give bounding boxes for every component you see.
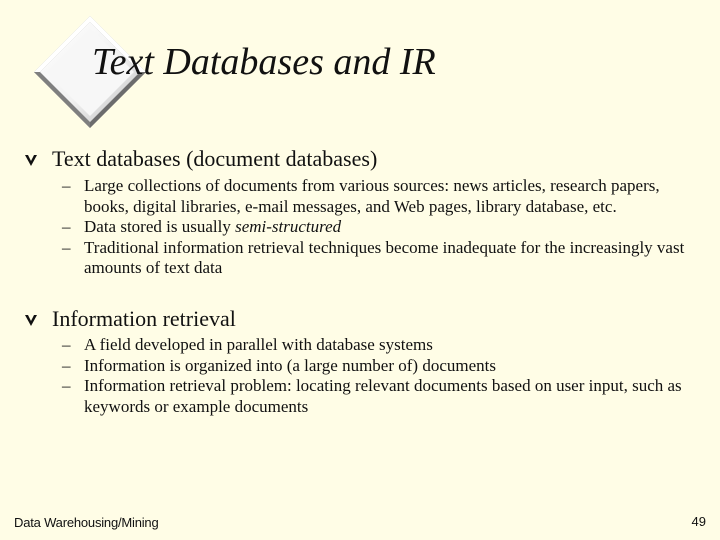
dash-marker: – xyxy=(62,355,71,375)
sub-item xyxy=(62,356,692,377)
sub-item-text: Large collections of documents from various sources: news articles, research papers, books, digital libraries, e-mail messages, and Web pages, library database, etc. xyxy=(84,176,660,216)
dash-marker: – xyxy=(62,237,71,257)
bullet-text: Text databases (document databases) xyxy=(52,146,378,171)
sub-item xyxy=(62,217,692,238)
dash-marker: – xyxy=(62,376,71,395)
sub-item-text: Data stored is usually semi-structured xyxy=(84,217,342,236)
sub-item-text: Traditional information retrieval techniques become inadequate for the increasingly vast amounts of text data xyxy=(84,237,685,277)
page-number: 49 xyxy=(691,514,706,529)
sub-item-text: Information retrieval problem: locating relevant documents based on user input, such as keywords or example documents xyxy=(84,376,682,416)
sub-item xyxy=(62,335,692,356)
slide-title: Text Databases and IR xyxy=(92,41,436,83)
sub-list xyxy=(62,176,692,279)
dash-marker: – xyxy=(62,335,71,354)
checkmark-bullet-icon xyxy=(24,146,52,172)
sub-item-text: Information is organized into (a large number of) documents xyxy=(84,355,496,375)
sub-item-text: A field developed in parallel with database systems xyxy=(84,335,433,354)
bullet-text: Information retrieval xyxy=(52,306,236,331)
dash-marker: – xyxy=(62,217,71,236)
sub-item xyxy=(62,238,692,279)
emphasis-text: semi-structured xyxy=(235,217,342,236)
sub-item xyxy=(62,376,692,417)
dash-marker: – xyxy=(62,176,71,195)
bullet-item xyxy=(24,146,377,172)
footer-course-name: Data Warehousing/Mining xyxy=(14,515,159,530)
checkmark-bullet-icon xyxy=(24,306,52,332)
bullet-item xyxy=(24,306,236,332)
sub-item xyxy=(62,176,692,217)
sub-list xyxy=(62,335,692,417)
